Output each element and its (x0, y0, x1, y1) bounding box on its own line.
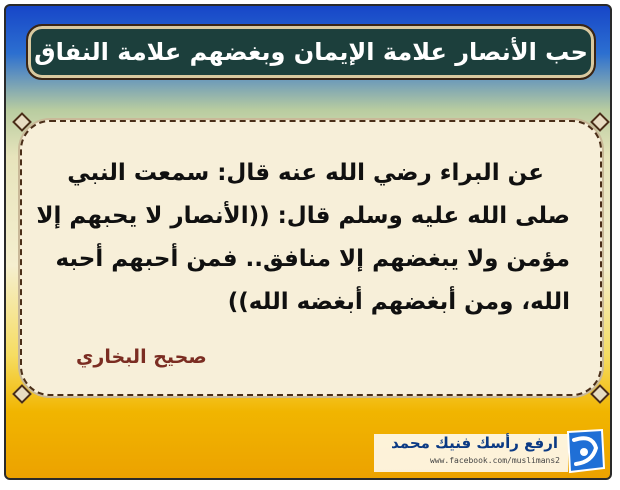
hadith-text (36, 152, 570, 324)
frame-corner-ornament (12, 112, 32, 132)
signature-url: www.facebook.com/muslimans2 (429, 456, 560, 465)
hadith-line: صلى الله عليه وسلم قال: ((الأنصار لا يحبهم إلا (36, 203, 570, 229)
frame-corner-ornament (12, 384, 32, 404)
hadith-source: صحيح البخاري (76, 346, 207, 368)
frame-corner-ornament (590, 384, 610, 404)
hadith-card (4, 4, 612, 480)
title-banner (26, 24, 596, 80)
frame-corner-ornament (590, 112, 610, 132)
hadith-line: مؤمن ولا يبغضهم إلا منافق.. فمن أحبهم أحبه (55, 246, 570, 272)
hadith-line: الله، ومن أبغضهم أبغضه الله)) (227, 289, 570, 315)
hadith-frame (20, 120, 602, 396)
signature-name: ارفع رأسك فنيك محمد (391, 434, 558, 452)
page-title: حب الأنصار علامة الإيمان وبغضهم علامة النفاق (34, 38, 588, 66)
facebook-logo-icon (562, 428, 606, 474)
hadith-line: عن البراء رضي الله عنه قال: سمعت النبي (67, 160, 544, 186)
signature-watermark (374, 428, 608, 476)
